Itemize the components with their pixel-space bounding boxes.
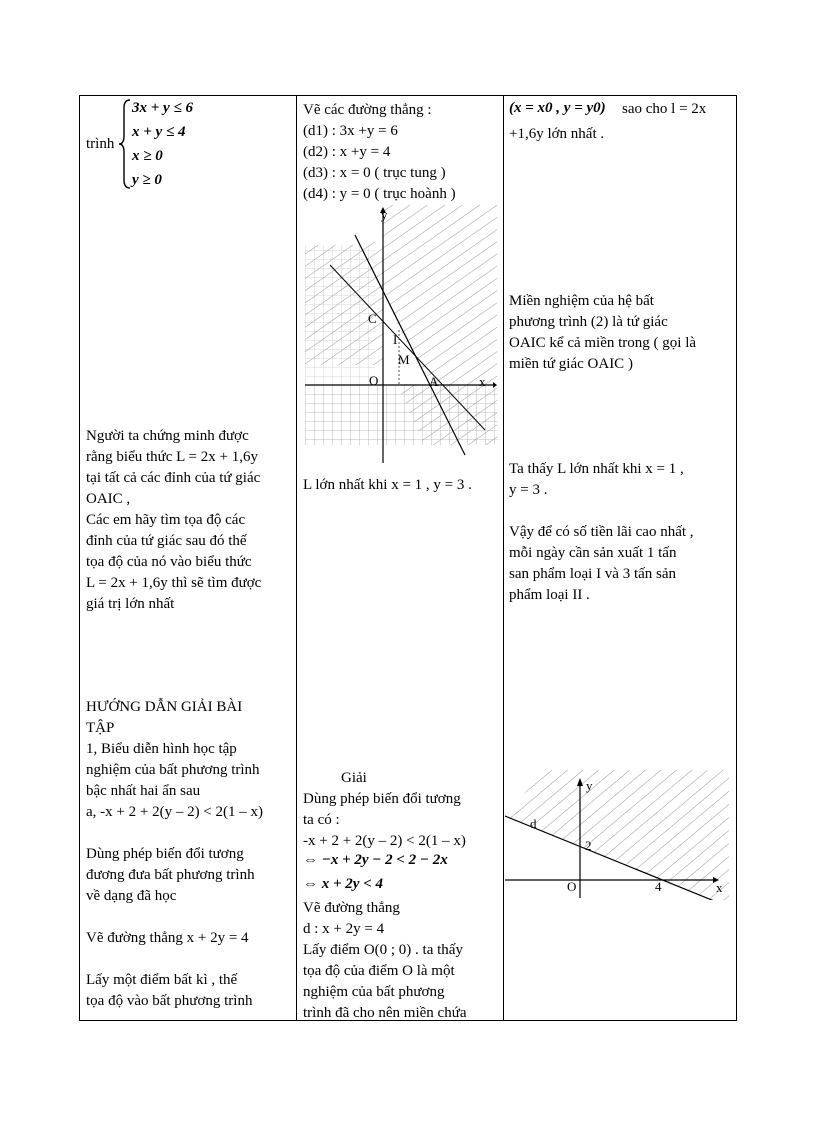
proof-line: tọa độ của nó vào biểu thức <box>86 554 252 570</box>
graph2-label-d: d <box>530 816 537 831</box>
graph-label-a: A <box>429 374 439 389</box>
step3-line: tọa độ vào bất phương trình <box>86 993 253 1009</box>
proof-line: rằng biểu thức L = 2x + 1,6y <box>86 449 258 465</box>
line-d2: (d2) : x +y = 4 <box>303 144 391 160</box>
giai-heading: Giải <box>341 770 367 786</box>
lmax-line: Ta thấy L lớn nhất khi x = 1 , <box>509 461 684 477</box>
graph2-label-4: 4 <box>655 879 662 894</box>
conclusion-line: phẩm loại II . <box>509 587 590 603</box>
half-plane-graph <box>505 770 730 900</box>
graph-label-y: y <box>381 207 388 222</box>
guide-heading: HƯỚNG DẪN GIẢI BÀI <box>86 699 243 715</box>
proof-line: Các em hãy tìm tọa độ các <box>86 512 246 528</box>
graph2-label-o: O <box>567 879 577 894</box>
system-brace <box>118 98 132 190</box>
draw-lines-title: Vẽ các đường thẳng : <box>303 102 432 118</box>
top-text-2: +1,6y lớn nhất . <box>509 126 605 142</box>
draw-line: d : x + 2y = 4 <box>303 921 385 937</box>
column-divider-2 <box>503 95 504 1021</box>
graph2-label-2: 2 <box>585 838 592 853</box>
draw-line: nghiệm của bất phương <box>303 984 445 1000</box>
conclusion-line: Vậy để có số tiền lãi cao nhất , <box>509 524 694 540</box>
graph-label-m: M <box>398 352 410 367</box>
proof-line: OAIC , <box>86 491 131 507</box>
graph-label-c: C <box>368 311 377 326</box>
graph-label-o: O <box>369 373 379 388</box>
line-d3: (d3) : x = 0 ( trục tung ) <box>303 165 446 181</box>
solution-line: ta có : <box>303 812 340 828</box>
region-line: OAIC kể cả miền trong ( gọi là <box>509 335 697 351</box>
point-formula: (x = x0 , y = y0) <box>509 100 606 116</box>
draw-line: tọa độ của điểm O là một <box>303 963 455 979</box>
column-divider-1 <box>296 95 297 1021</box>
draw-line: Lấy điểm O(0 ; 0) . ta thấy <box>303 942 463 958</box>
conclusion-line: mỗi ngày cần sản xuất 1 tấn <box>509 545 677 561</box>
equivalence-2: ⇔ x + 2y < 4 <box>303 876 384 892</box>
proof-line: L = 2x + 1,6y thì sẽ tìm được <box>86 575 262 591</box>
graph-label-x: x <box>479 374 486 389</box>
guide-line: 1, Biểu diễn hình học tập <box>86 741 237 757</box>
proof-line: tại tất cả các đỉnh của tứ giác <box>86 470 261 486</box>
region-line: Miền nghiệm của hệ bất <box>509 293 654 309</box>
step3-line: Lấy một điểm bất kì , thế <box>86 972 238 988</box>
trinh-word: trình <box>86 136 115 152</box>
proof-line: Người ta chứng minh được <box>86 428 249 444</box>
system-eq-1: 3x + y ≤ 6 <box>132 100 193 116</box>
guide-line: nghiệm của bất phương trình <box>86 762 260 778</box>
graph-label-i: I <box>393 332 398 347</box>
step1-line: đương đưa bất phương trình <box>86 867 255 883</box>
draw-line: trình đã cho nên miền chứa <box>303 1005 467 1021</box>
system-eq-2: x + y ≤ 4 <box>132 124 186 140</box>
system-eq-3: x ≥ 0 <box>132 148 163 164</box>
conclusion-line: san phẩm loại I và 3 tấn sản <box>509 566 677 582</box>
graph2-label-y: y <box>586 778 593 793</box>
lmax-line: y = 3 . <box>509 482 548 498</box>
proof-line: giá trị lớn nhất <box>86 596 175 612</box>
solution-line: Dùng phép biến đổi tương <box>303 791 461 807</box>
solution-line: -x + 2 + 2(y – 2) < 2(1 – x) <box>303 833 466 849</box>
system-eq-4: y ≥ 0 <box>132 172 162 188</box>
guide-line: bậc nhất hai ẩn sau <box>86 783 201 799</box>
feasible-region-graph <box>305 205 497 465</box>
step1-line: Dùng phép biến đổi tương <box>86 846 244 862</box>
guide-inequality: a, -x + 2 + 2(y – 2) < 2(1 – x) <box>86 804 264 820</box>
equivalence-1: ⇔ −x + 2y − 2 < 2 − 2x <box>303 852 448 868</box>
lmax-col2: L lớn nhất khi x = 1 , y = 3 . <box>303 477 472 493</box>
guide-heading-cont: TẬP <box>86 720 115 736</box>
graph2-label-x: x <box>716 880 723 895</box>
region-line: phương trình (2) là tứ giác <box>509 314 668 330</box>
step1-line: về dạng đã học <box>86 888 177 904</box>
excluded-grid-below <box>305 385 497 445</box>
line-d1: (d1) : 3x +y = 6 <box>303 123 398 139</box>
excluded-grid-left <box>305 245 375 385</box>
region-line: miền tứ giác OAIC ) <box>509 356 633 372</box>
line-d4: (d4) : y = 0 ( trục hoành ) <box>303 186 456 202</box>
top-text: sao cho l = 2x <box>622 101 707 117</box>
step2-line: Vẽ đường thẳng x + 2y = 4 <box>86 930 249 946</box>
draw-line: Vẽ đường thẳng <box>303 900 400 916</box>
proof-line: đỉnh của tứ giác sau đó thế <box>86 533 247 549</box>
